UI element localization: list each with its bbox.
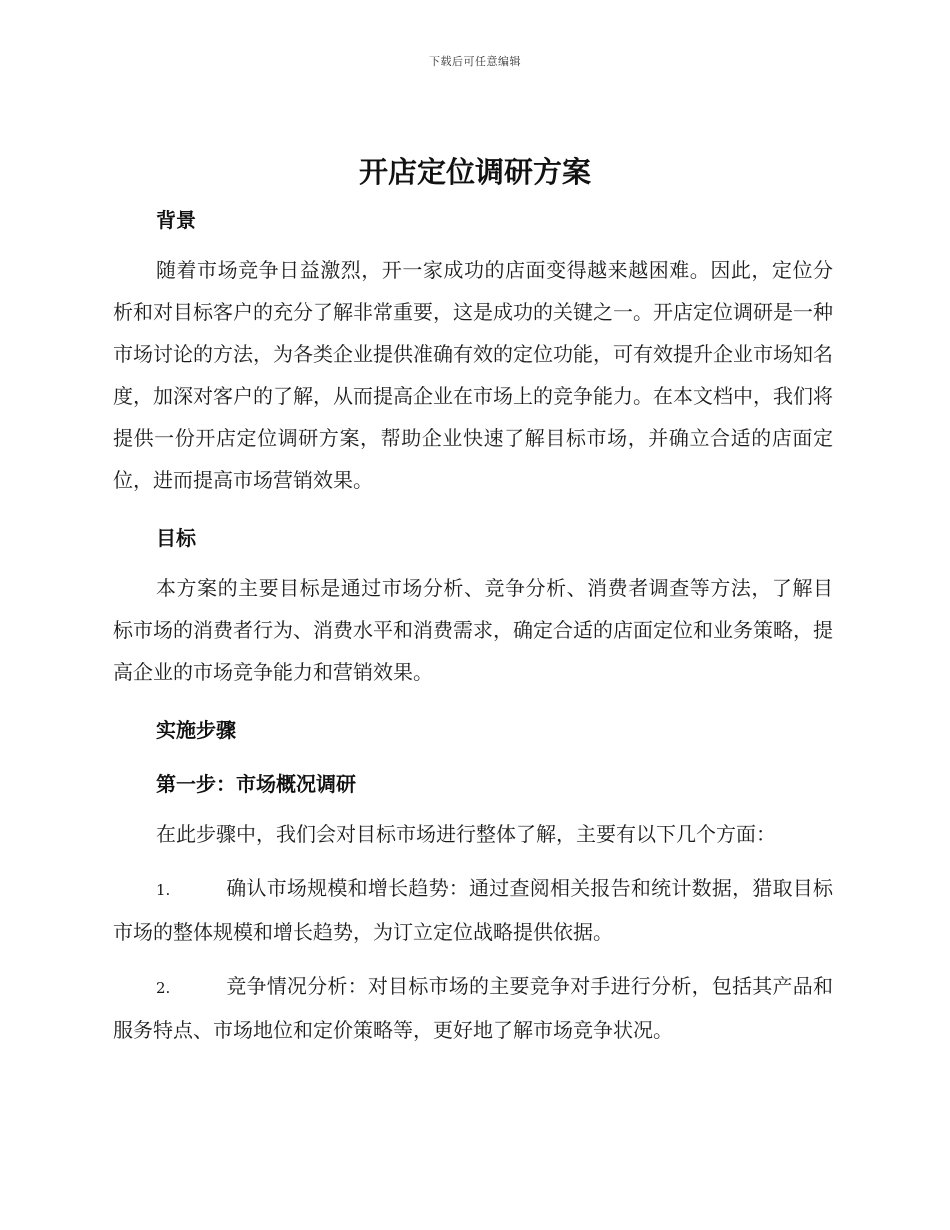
list-item [113,867,833,953]
paragraph-goal: 本方案的主要目标是通过市场分析、竞争分析、消费者调查等方法，了解目标市场的消费者行为、消费水平和消费需求，确定合适的店面定位和业务策略，提高企业的市场竞争能力和营销效果。 [113,576,833,684]
section-heading-goal: 目标 [156,526,196,550]
list-item-number: 1. [156,881,171,899]
step1-heading: 第一步：市场概况调研 [156,772,356,796]
document-body [113,203,833,1051]
section-heading-background: 背景 [156,208,196,232]
step1-intro: 在此步骤中，我们会对目标市场进行整体了解，主要有以下几个方面： [156,822,776,846]
document-title: 开店定位调研方案 [358,155,591,189]
section-heading-steps: 实施步骤 [156,718,236,742]
header-note: 下载后可任意编辑 [429,55,521,68]
list-item-number: 2. [156,979,171,997]
list-item-text: 竞争情况分析：对目标市场的主要竞争对手进行分析，包括其产品和服务特点、市场地位和定价策略等，更好地了解市场竞争状况。 [113,974,833,1042]
list-item [113,965,833,1051]
paragraph-background: 随着市场竞争日益激烈，开一家成功的店面变得越来越困难。因此，定位分析和对目标客户的充分了解非常重要，这是成功的关键之一。开店定位调研是一种市场讨论的方法，为各类企业提供准确有效的定位功能，可有效提升企业市场知名度，加深对客户的了解，从而提高企业在市场上的竞争能力。在本文档中，我们将提供一份开店定位调研方案，帮助企业快速了解目标市场，并确立合适的店面定位，进而提高市场营销效果。 [113,258,833,492]
list-item-text: 确认市场规模和增长趋势：通过查阅相关报告和统计数据，猎取目标市场的整体规模和增长趋势，为订立定位战略提供依据。 [113,876,833,944]
